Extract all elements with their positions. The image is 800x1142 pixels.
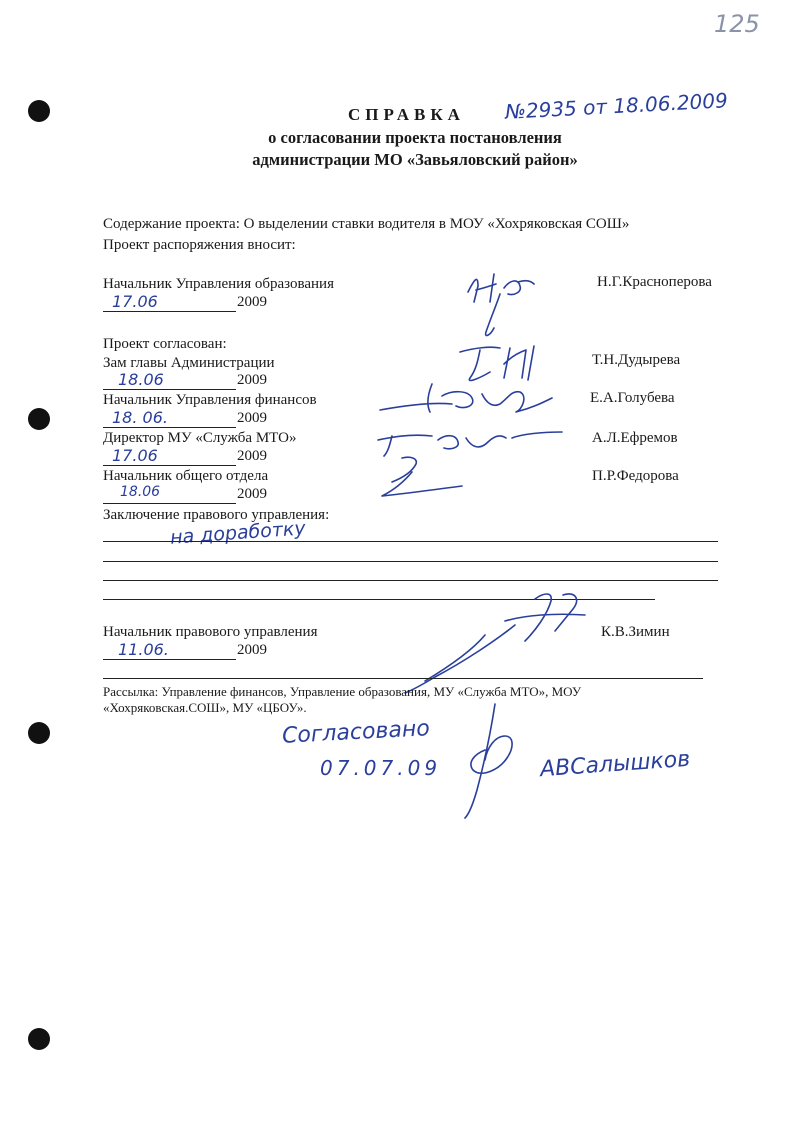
bottom-signer-name: АВСалышков [539, 746, 691, 783]
date-underline [103, 311, 236, 312]
approver-year: 2009 [237, 410, 267, 426]
submitter-signature [460, 262, 550, 342]
approver-name: Т.Н.Дудырева [592, 352, 681, 368]
approver-year: 2009 [237, 372, 267, 388]
punch-hole [28, 722, 50, 744]
submitter-year: 2009 [237, 294, 267, 310]
punch-hole [28, 1028, 50, 1050]
approver-position: Директор МУ «Служба МТО» [103, 430, 297, 446]
bottom-signature [455, 700, 535, 820]
agreed-label: Проект согласован: [103, 336, 227, 352]
project-content: Содержание проекта: О выделении ставки водителя в МОУ «Хохряковская СОШ» [103, 216, 630, 232]
distribution-line2: «Хохряковская.СОШ», МУ «ЦБОУ». [103, 700, 307, 715]
punch-hole [28, 408, 50, 430]
legal-head-year: 2009 [237, 642, 267, 658]
conclusion-line [103, 541, 718, 542]
date-underline [103, 465, 236, 466]
document-subtitle-line1: о согласовании проекта постановления [268, 128, 562, 147]
approver-position: Зам главы Администрации [103, 355, 275, 371]
approver-date: 17.06 [112, 446, 158, 465]
date-underline [103, 427, 236, 428]
submitter-position: Начальник Управления образования [103, 276, 334, 292]
approver-signature [372, 450, 482, 510]
page-number: 125 [714, 10, 760, 38]
approver-name: А.Л.Ефремов [592, 430, 678, 446]
bottom-note-agreed: Согласовано [281, 716, 431, 749]
date-underline [103, 389, 236, 390]
document-subtitle-line2: администрации МО «Завьяловский район» [252, 150, 578, 169]
legal-head-position: Начальник правового управления [103, 624, 318, 640]
document-title: СПРАВКА [348, 105, 465, 124]
bottom-note-date: 07.07.09 [320, 756, 442, 780]
conclusion-line [103, 580, 718, 581]
registration-number: №2935 от 18.06.2009 [504, 88, 729, 124]
legal-conclusion-text: на доработку [169, 517, 307, 549]
legal-conclusion-label: Заключение правового управления: [103, 507, 330, 523]
approver-position: Начальник Управления финансов [103, 392, 317, 408]
approver-date: 18.06 [120, 484, 161, 500]
approver-year: 2009 [237, 448, 267, 464]
legal-head-name: К.В.Зимин [601, 624, 670, 640]
date-underline [103, 503, 236, 504]
conclusion-line [103, 561, 718, 562]
approver-position: Начальник общего отдела [103, 468, 269, 484]
date-underline [103, 659, 236, 660]
legal-head-date: 11.06. [118, 640, 169, 659]
approver-date: 18.06 [118, 370, 164, 389]
approver-date: 18. 06. [112, 408, 168, 427]
distribution-line1: Рассылка: Управление финансов, Управление образования, МУ «Служба МТО», МОУ [103, 684, 582, 699]
approver-signature [372, 372, 562, 422]
approver-name: Е.А.Голубева [590, 390, 675, 406]
project-submitter-label: Проект распоряжения вносит: [103, 237, 296, 253]
submitter-name: Н.Г.Красноперова [597, 274, 712, 290]
approver-year: 2009 [237, 486, 267, 502]
punch-hole [28, 100, 50, 122]
approver-name: П.Р.Федорова [592, 468, 679, 484]
submitter-date: 17.06 [112, 292, 158, 311]
distribution-separator [103, 678, 703, 679]
